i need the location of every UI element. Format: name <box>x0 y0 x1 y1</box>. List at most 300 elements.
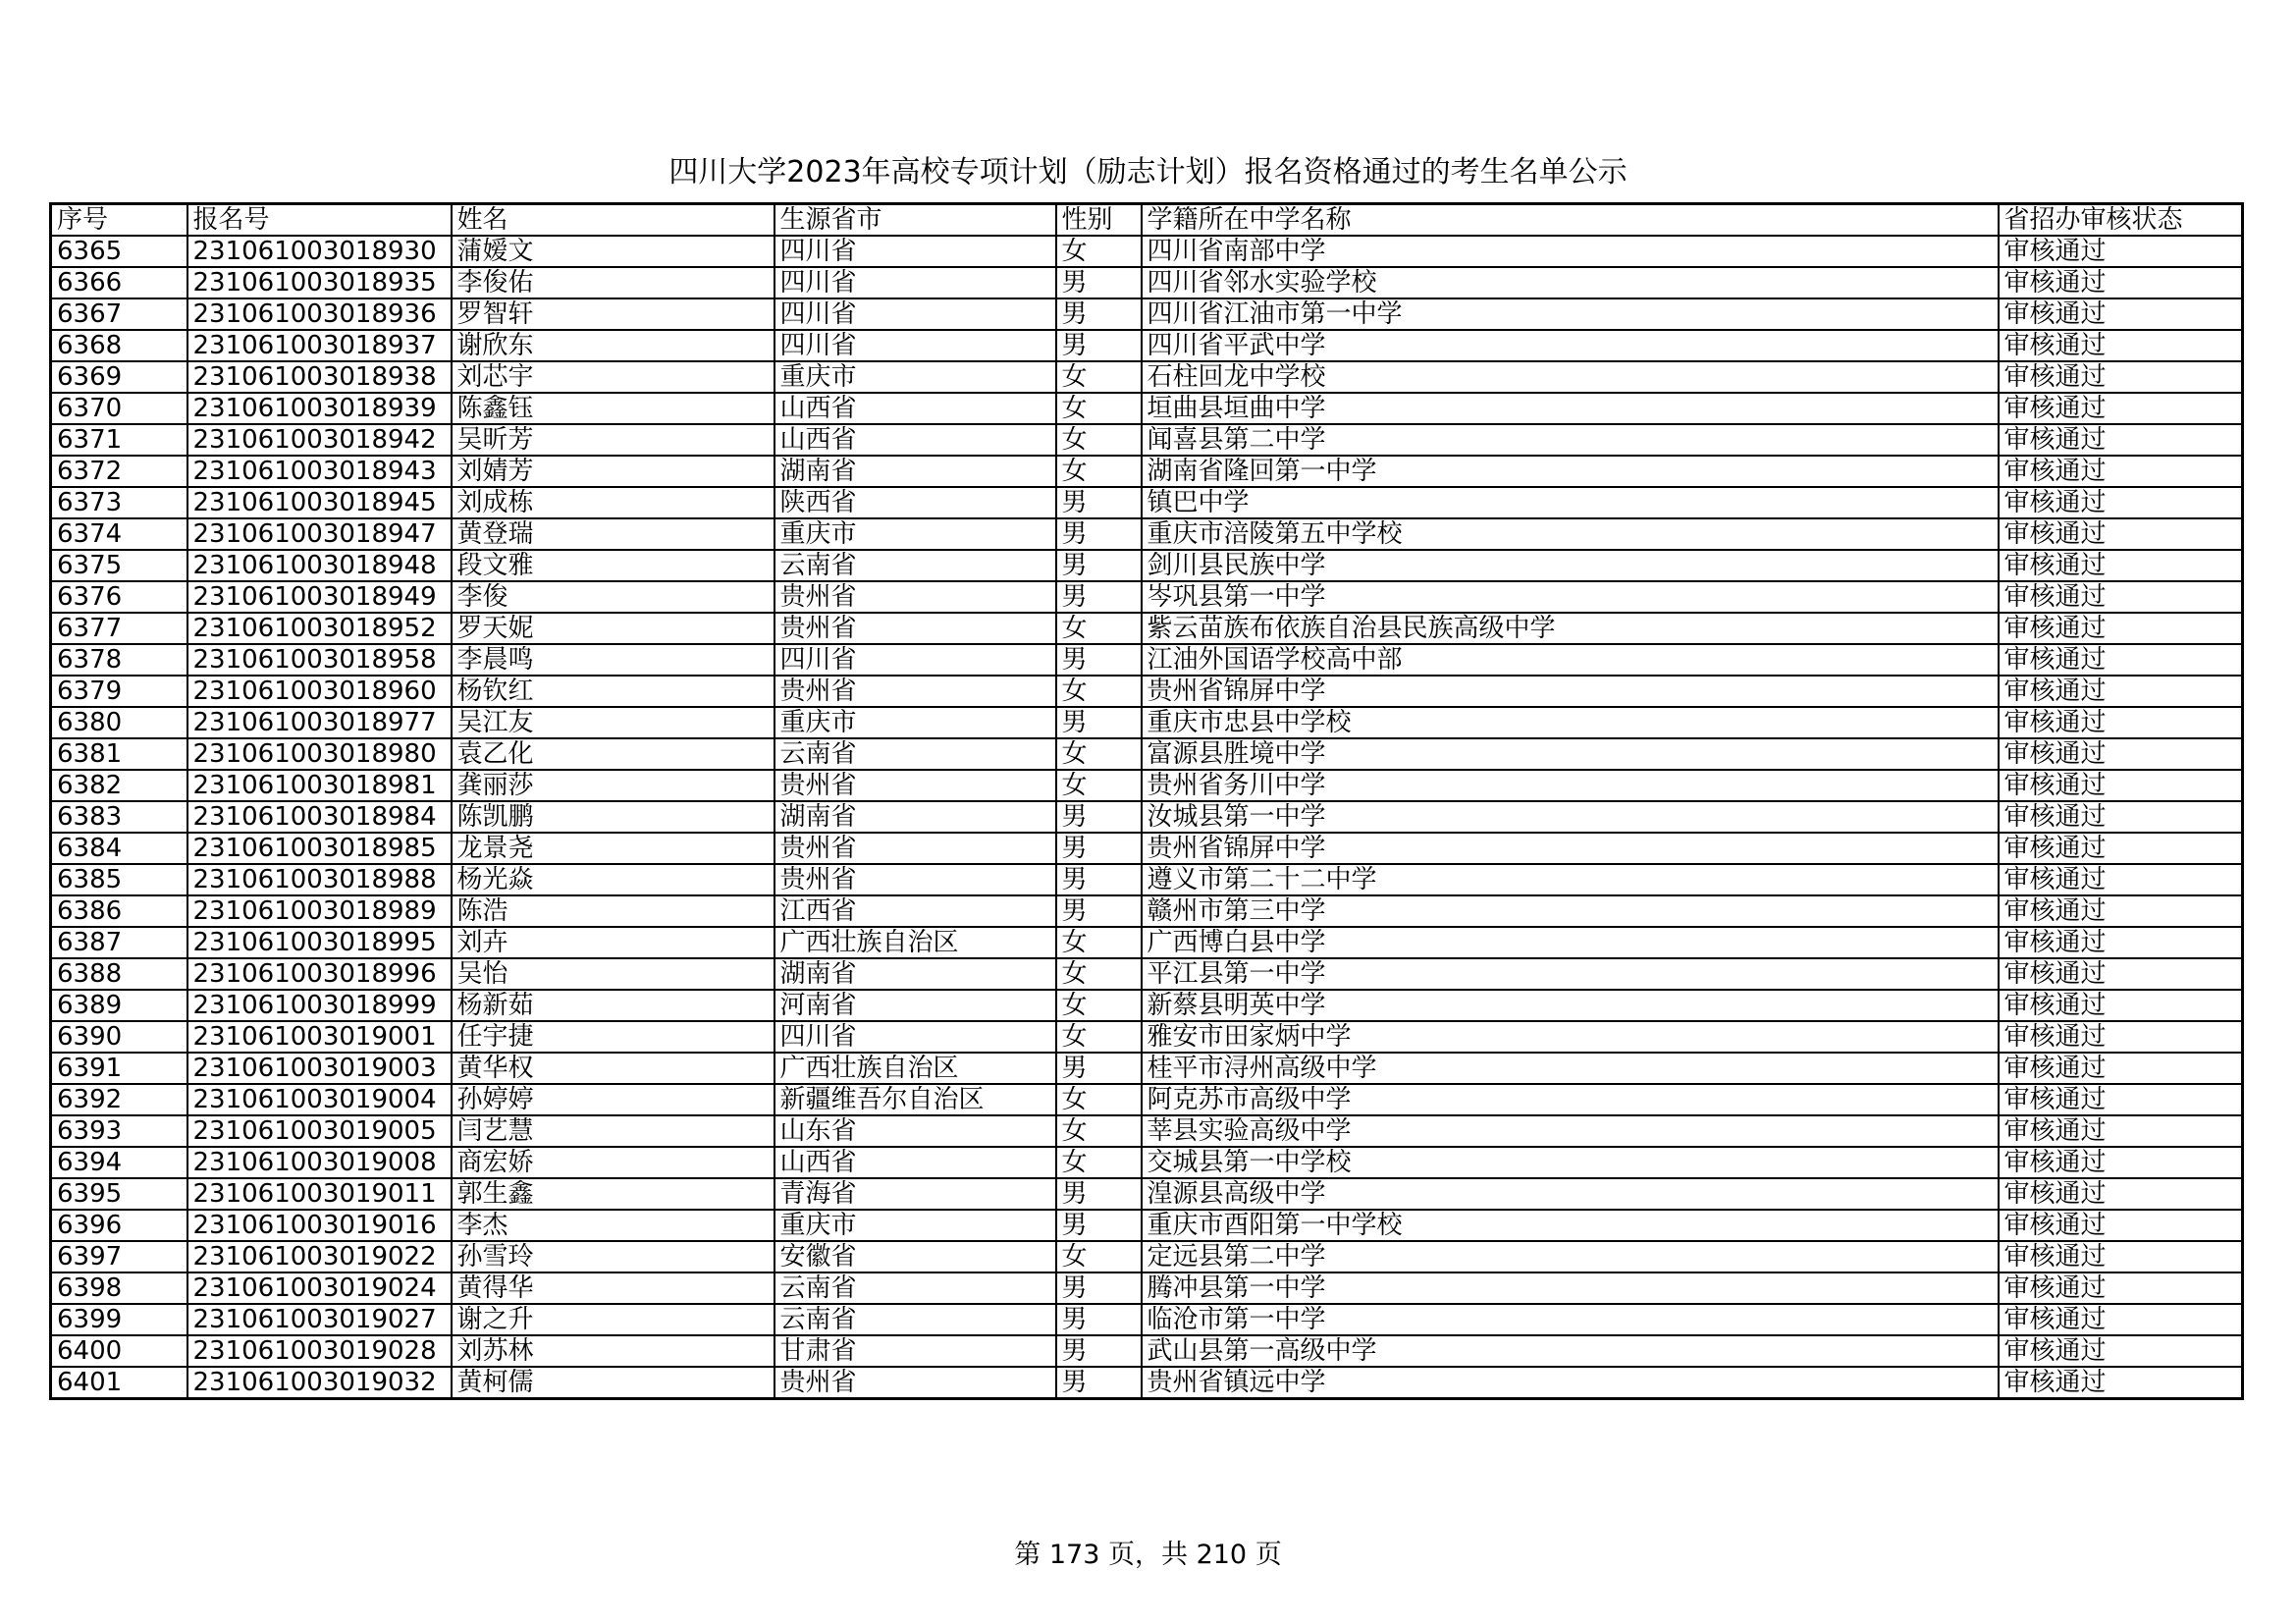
cell-status: 审核通过 <box>1999 518 2243 550</box>
cell-index: 6394 <box>51 1147 187 1178</box>
cell-index: 6391 <box>51 1053 187 1084</box>
cell-status: 审核通过 <box>1999 738 2243 770</box>
cell-school: 镇巴中学 <box>1142 487 1999 518</box>
cell-registration-no: 231061003018977 <box>187 707 452 738</box>
cell-gender: 女 <box>1056 1021 1142 1053</box>
cell-gender: 女 <box>1056 456 1142 487</box>
cell-registration-no: 231061003018981 <box>187 770 452 801</box>
cell-registration-no: 231061003018960 <box>187 676 452 707</box>
cell-index: 6370 <box>51 393 187 424</box>
cell-name: 黄柯儒 <box>452 1367 774 1399</box>
cell-gender: 男 <box>1056 330 1142 361</box>
cell-status: 审核通过 <box>1999 456 2243 487</box>
header-col-status: 省招办审核状态 <box>1999 204 2243 237</box>
cell-province: 云南省 <box>774 1304 1056 1335</box>
cell-school: 遵义市第二十二中学 <box>1142 864 1999 895</box>
cell-school: 雅安市田家炳中学 <box>1142 1021 1999 1053</box>
cell-gender: 男 <box>1056 895 1142 927</box>
cell-school: 湟源县高级中学 <box>1142 1178 1999 1210</box>
cell-registration-no: 231061003018930 <box>187 236 452 267</box>
cell-status: 审核通过 <box>1999 267 2243 298</box>
cell-index: 6383 <box>51 801 187 833</box>
table-row <box>51 330 2243 361</box>
cell-province: 新疆维吾尔自治区 <box>774 1084 1056 1115</box>
cell-gender: 女 <box>1056 676 1142 707</box>
cell-province: 贵州省 <box>774 613 1056 644</box>
cell-registration-no: 231061003018985 <box>187 833 452 864</box>
cell-gender: 男 <box>1056 518 1142 550</box>
cell-name: 孙雪玲 <box>452 1241 774 1272</box>
cell-school: 定远县第二中学 <box>1142 1241 1999 1272</box>
cell-school: 腾冲县第一中学 <box>1142 1272 1999 1304</box>
table-row <box>51 676 2243 707</box>
table-row <box>51 487 2243 518</box>
cell-index: 6387 <box>51 927 187 958</box>
cell-status: 审核通过 <box>1999 644 2243 676</box>
header-col-gender: 性别 <box>1056 204 1142 237</box>
cell-index: 6381 <box>51 738 187 770</box>
header-row <box>51 204 2243 237</box>
cell-status: 审核通过 <box>1999 1241 2243 1272</box>
cell-school: 新蔡县明英中学 <box>1142 990 1999 1021</box>
cell-name: 陈凯鹏 <box>452 801 774 833</box>
header-col-school: 学籍所在中学名称 <box>1142 204 1999 237</box>
table-row <box>51 644 2243 676</box>
cell-name: 杨钦红 <box>452 676 774 707</box>
cell-province: 山西省 <box>774 1147 1056 1178</box>
cell-name: 黄得华 <box>452 1272 774 1304</box>
cell-status: 审核通过 <box>1999 990 2243 1021</box>
cell-registration-no: 231061003018949 <box>187 581 452 613</box>
cell-province: 陕西省 <box>774 487 1056 518</box>
cell-index: 6398 <box>51 1272 187 1304</box>
cell-gender: 男 <box>1056 1367 1142 1399</box>
table-row <box>51 1210 2243 1241</box>
cell-index: 6373 <box>51 487 187 518</box>
cell-status: 审核通过 <box>1999 613 2243 644</box>
cell-school: 剑川县民族中学 <box>1142 550 1999 581</box>
cell-school: 重庆市涪陵第五中学校 <box>1142 518 1999 550</box>
cell-name: 谢之升 <box>452 1304 774 1335</box>
cell-index: 6372 <box>51 456 187 487</box>
header-col-index: 序号 <box>51 204 187 237</box>
cell-name: 陈鑫钰 <box>452 393 774 424</box>
cell-gender: 男 <box>1056 298 1142 330</box>
cell-school: 江油外国语学校高中部 <box>1142 644 1999 676</box>
cell-status: 审核通过 <box>1999 676 2243 707</box>
cell-gender: 男 <box>1056 801 1142 833</box>
cell-name: 杨新茹 <box>452 990 774 1021</box>
cell-name: 蒲嫒文 <box>452 236 774 267</box>
cell-registration-no: 231061003018942 <box>187 424 452 456</box>
cell-index: 6401 <box>51 1367 187 1399</box>
cell-status: 审核通过 <box>1999 1304 2243 1335</box>
cell-name: 刘卉 <box>452 927 774 958</box>
table-row <box>51 613 2243 644</box>
cell-registration-no: 231061003019016 <box>187 1210 452 1241</box>
cell-school: 临沧市第一中学 <box>1142 1304 1999 1335</box>
cell-province: 贵州省 <box>774 864 1056 895</box>
cell-status: 审核通过 <box>1999 927 2243 958</box>
cell-school: 赣州市第三中学 <box>1142 895 1999 927</box>
cell-status: 审核通过 <box>1999 833 2243 864</box>
cell-province: 山西省 <box>774 393 1056 424</box>
cell-school: 阿克苏市高级中学 <box>1142 1084 1999 1115</box>
cell-registration-no: 231061003019005 <box>187 1115 452 1147</box>
table-row <box>51 1021 2243 1053</box>
table-row <box>51 895 2243 927</box>
cell-registration-no: 231061003018939 <box>187 393 452 424</box>
cell-name: 李晨鸣 <box>452 644 774 676</box>
cell-name: 杨光焱 <box>452 864 774 895</box>
cell-registration-no: 231061003019011 <box>187 1178 452 1210</box>
cell-index: 6376 <box>51 581 187 613</box>
cell-gender: 男 <box>1056 550 1142 581</box>
cell-province: 安徽省 <box>774 1241 1056 1272</box>
cell-gender: 女 <box>1056 958 1142 990</box>
cell-status: 审核通过 <box>1999 707 2243 738</box>
cell-name: 李杰 <box>452 1210 774 1241</box>
cell-province: 云南省 <box>774 550 1056 581</box>
cell-index: 6392 <box>51 1084 187 1115</box>
table-row <box>51 424 2243 456</box>
cell-province: 云南省 <box>774 738 1056 770</box>
cell-province: 四川省 <box>774 298 1056 330</box>
cell-gender: 女 <box>1056 393 1142 424</box>
cell-registration-no: 231061003018937 <box>187 330 452 361</box>
cell-province: 贵州省 <box>774 676 1056 707</box>
applicant-table <box>49 202 2244 1400</box>
cell-school: 交城县第一中学校 <box>1142 1147 1999 1178</box>
cell-school: 重庆市酉阳第一中学校 <box>1142 1210 1999 1241</box>
cell-index: 6390 <box>51 1021 187 1053</box>
cell-registration-no: 231061003018980 <box>187 738 452 770</box>
cell-status: 审核通过 <box>1999 1367 2243 1399</box>
cell-school: 四川省江油市第一中学 <box>1142 298 1999 330</box>
cell-province: 贵州省 <box>774 1367 1056 1399</box>
cell-name: 商宏娇 <box>452 1147 774 1178</box>
cell-province: 山东省 <box>774 1115 1056 1147</box>
cell-province: 贵州省 <box>774 770 1056 801</box>
cell-name: 孙婷婷 <box>452 1084 774 1115</box>
cell-registration-no: 231061003019003 <box>187 1053 452 1084</box>
cell-status: 审核通过 <box>1999 1115 2243 1147</box>
cell-gender: 男 <box>1056 1304 1142 1335</box>
cell-gender: 女 <box>1056 1084 1142 1115</box>
cell-status: 审核通过 <box>1999 1021 2243 1053</box>
cell-index: 6375 <box>51 550 187 581</box>
cell-gender: 女 <box>1056 424 1142 456</box>
cell-index: 6386 <box>51 895 187 927</box>
cell-school: 广西博白县中学 <box>1142 927 1999 958</box>
cell-name: 刘苏林 <box>452 1335 774 1367</box>
cell-province: 江西省 <box>774 895 1056 927</box>
cell-gender: 女 <box>1056 361 1142 393</box>
cell-province: 广西壮族自治区 <box>774 927 1056 958</box>
cell-name: 刘芯宇 <box>452 361 774 393</box>
cell-registration-no: 231061003018935 <box>187 267 452 298</box>
table-row <box>51 1115 2243 1147</box>
cell-index: 6388 <box>51 958 187 990</box>
cell-index: 6379 <box>51 676 187 707</box>
cell-school: 四川省平武中学 <box>1142 330 1999 361</box>
cell-gender: 女 <box>1056 1241 1142 1272</box>
cell-status: 审核通过 <box>1999 958 2243 990</box>
cell-province: 甘肃省 <box>774 1335 1056 1367</box>
cell-registration-no: 231061003019027 <box>187 1304 452 1335</box>
cell-registration-no: 231061003018996 <box>187 958 452 990</box>
cell-province: 河南省 <box>774 990 1056 1021</box>
cell-name: 罗天妮 <box>452 613 774 644</box>
cell-name: 李俊佑 <box>452 267 774 298</box>
cell-status: 审核通过 <box>1999 1210 2243 1241</box>
cell-name: 吴昕芳 <box>452 424 774 456</box>
cell-province: 四川省 <box>774 1021 1056 1053</box>
cell-school: 贵州省锦屏中学 <box>1142 676 1999 707</box>
cell-school: 闻喜县第二中学 <box>1142 424 1999 456</box>
cell-school: 四川省南部中学 <box>1142 236 1999 267</box>
cell-gender: 男 <box>1056 487 1142 518</box>
cell-name: 郭生鑫 <box>452 1178 774 1210</box>
cell-gender: 女 <box>1056 1115 1142 1147</box>
cell-name: 袁乙化 <box>452 738 774 770</box>
document-title: 四川大学2023年高校专项计划（励志计划）报名资格通过的考生名单公示 <box>668 155 1628 189</box>
table-row <box>51 738 2243 770</box>
cell-school: 贵州省锦屏中学 <box>1142 833 1999 864</box>
cell-name: 闫艺慧 <box>452 1115 774 1147</box>
cell-index: 6367 <box>51 298 187 330</box>
cell-province: 重庆市 <box>774 518 1056 550</box>
cell-school: 富源县胜境中学 <box>1142 738 1999 770</box>
cell-name: 刘婧芳 <box>452 456 774 487</box>
table-row <box>51 1241 2243 1272</box>
cell-registration-no: 231061003018999 <box>187 990 452 1021</box>
cell-gender: 男 <box>1056 267 1142 298</box>
table-row <box>51 990 2243 1021</box>
cell-province: 四川省 <box>774 236 1056 267</box>
cell-index: 6369 <box>51 361 187 393</box>
table-row <box>51 864 2243 895</box>
cell-name: 黄华权 <box>452 1053 774 1084</box>
cell-status: 审核通过 <box>1999 487 2243 518</box>
cell-school: 重庆市忠县中学校 <box>1142 707 1999 738</box>
cell-school: 四川省邻水实验学校 <box>1142 267 1999 298</box>
header-col-registration-no: 报名号 <box>187 204 452 237</box>
cell-registration-no: 231061003018952 <box>187 613 452 644</box>
cell-registration-no: 231061003019008 <box>187 1147 452 1178</box>
table-row <box>51 1335 2243 1367</box>
cell-status: 审核通过 <box>1999 1053 2243 1084</box>
table-row <box>51 298 2243 330</box>
cell-status: 审核通过 <box>1999 550 2243 581</box>
cell-status: 审核通过 <box>1999 236 2243 267</box>
cell-gender: 男 <box>1056 864 1142 895</box>
cell-school: 贵州省务川中学 <box>1142 770 1999 801</box>
table-row <box>51 518 2243 550</box>
table-row <box>51 927 2243 958</box>
cell-index: 6396 <box>51 1210 187 1241</box>
cell-gender: 男 <box>1056 707 1142 738</box>
cell-school: 平江县第一中学 <box>1142 958 1999 990</box>
cell-status: 审核通过 <box>1999 801 2243 833</box>
table-row <box>51 958 2243 990</box>
cell-school: 紫云苗族布依族自治县民族高级中学 <box>1142 613 1999 644</box>
table-row <box>51 456 2243 487</box>
cell-index: 6382 <box>51 770 187 801</box>
cell-registration-no: 231061003018989 <box>187 895 452 927</box>
cell-province: 山西省 <box>774 424 1056 456</box>
cell-school: 汝城县第一中学 <box>1142 801 1999 833</box>
header-col-name: 姓名 <box>452 204 774 237</box>
cell-name: 龚丽莎 <box>452 770 774 801</box>
cell-index: 6384 <box>51 833 187 864</box>
table-header <box>51 204 2243 237</box>
cell-gender: 男 <box>1056 1178 1142 1210</box>
cell-province: 贵州省 <box>774 833 1056 864</box>
cell-index: 6393 <box>51 1115 187 1147</box>
cell-school: 莘县实验高级中学 <box>1142 1115 1999 1147</box>
cell-index: 6399 <box>51 1304 187 1335</box>
table-row <box>51 236 2243 267</box>
cell-school: 岑巩县第一中学 <box>1142 581 1999 613</box>
cell-registration-no: 231061003019024 <box>187 1272 452 1304</box>
cell-province: 湖南省 <box>774 456 1056 487</box>
cell-gender: 男 <box>1056 1272 1142 1304</box>
cell-index: 6366 <box>51 267 187 298</box>
cell-province: 贵州省 <box>774 581 1056 613</box>
cell-registration-no: 231061003019032 <box>187 1367 452 1399</box>
cell-registration-no: 231061003018945 <box>187 487 452 518</box>
cell-school: 湖南省隆回第一中学 <box>1142 456 1999 487</box>
cell-gender: 男 <box>1056 581 1142 613</box>
cell-status: 审核通过 <box>1999 330 2243 361</box>
cell-registration-no: 231061003019004 <box>187 1084 452 1115</box>
cell-status: 审核通过 <box>1999 770 2243 801</box>
cell-school: 武山县第一高级中学 <box>1142 1335 1999 1367</box>
cell-gender: 男 <box>1056 833 1142 864</box>
table-body <box>51 236 2243 1399</box>
cell-registration-no: 231061003019022 <box>187 1241 452 1272</box>
cell-province: 四川省 <box>774 644 1056 676</box>
cell-name: 陈浩 <box>452 895 774 927</box>
cell-gender: 女 <box>1056 1147 1142 1178</box>
cell-gender: 女 <box>1056 770 1142 801</box>
cell-registration-no: 231061003018984 <box>187 801 452 833</box>
cell-status: 审核通过 <box>1999 298 2243 330</box>
cell-province: 云南省 <box>774 1272 1056 1304</box>
table-row <box>51 550 2243 581</box>
cell-province: 青海省 <box>774 1178 1056 1210</box>
cell-registration-no: 231061003018936 <box>187 298 452 330</box>
cell-gender: 男 <box>1056 1335 1142 1367</box>
cell-index: 6368 <box>51 330 187 361</box>
cell-index: 6365 <box>51 236 187 267</box>
cell-school: 桂平市浔州高级中学 <box>1142 1053 1999 1084</box>
cell-index: 6374 <box>51 518 187 550</box>
table-row <box>51 1304 2243 1335</box>
header-col-province: 生源省市 <box>774 204 1056 237</box>
cell-registration-no: 231061003018943 <box>187 456 452 487</box>
table-row <box>51 267 2243 298</box>
table-row <box>51 833 2243 864</box>
cell-gender: 女 <box>1056 738 1142 770</box>
cell-school: 石柱回龙中学校 <box>1142 361 1999 393</box>
cell-status: 审核通过 <box>1999 1178 2243 1210</box>
cell-index: 6378 <box>51 644 187 676</box>
cell-registration-no: 231061003018947 <box>187 518 452 550</box>
cell-index: 6400 <box>51 1335 187 1367</box>
cell-name: 谢欣东 <box>452 330 774 361</box>
table-row <box>51 361 2243 393</box>
table-row <box>51 1272 2243 1304</box>
table-row <box>51 1178 2243 1210</box>
cell-name: 李俊 <box>452 581 774 613</box>
cell-status: 审核通过 <box>1999 1147 2243 1178</box>
cell-status: 审核通过 <box>1999 581 2243 613</box>
cell-registration-no: 231061003019028 <box>187 1335 452 1367</box>
cell-province: 重庆市 <box>774 707 1056 738</box>
cell-name: 罗智轩 <box>452 298 774 330</box>
cell-province: 湖南省 <box>774 801 1056 833</box>
cell-province: 四川省 <box>774 267 1056 298</box>
cell-school: 垣曲县垣曲中学 <box>1142 393 1999 424</box>
cell-status: 审核通过 <box>1999 864 2243 895</box>
table-row <box>51 1147 2243 1178</box>
cell-registration-no: 231061003018948 <box>187 550 452 581</box>
cell-index: 6371 <box>51 424 187 456</box>
cell-registration-no: 231061003018988 <box>187 864 452 895</box>
table-row <box>51 1084 2243 1115</box>
cell-registration-no: 231061003018995 <box>187 927 452 958</box>
table-row <box>51 1367 2243 1399</box>
cell-status: 审核通过 <box>1999 1084 2243 1115</box>
cell-gender: 男 <box>1056 1210 1142 1241</box>
cell-status: 审核通过 <box>1999 895 2243 927</box>
cell-registration-no: 231061003019001 <box>187 1021 452 1053</box>
cell-status: 审核通过 <box>1999 393 2243 424</box>
table-row <box>51 581 2243 613</box>
cell-registration-no: 231061003018938 <box>187 361 452 393</box>
cell-name: 黄登瑞 <box>452 518 774 550</box>
cell-gender: 女 <box>1056 613 1142 644</box>
cell-name: 段文雅 <box>452 550 774 581</box>
cell-name: 吴怡 <box>452 958 774 990</box>
page-footer: 第 173 页，共 210 页 <box>1014 1540 1282 1570</box>
cell-gender: 女 <box>1056 236 1142 267</box>
cell-gender: 女 <box>1056 927 1142 958</box>
table-row <box>51 1053 2243 1084</box>
cell-name: 任宇捷 <box>452 1021 774 1053</box>
cell-index: 6389 <box>51 990 187 1021</box>
cell-gender: 男 <box>1056 1053 1142 1084</box>
cell-registration-no: 231061003018958 <box>187 644 452 676</box>
cell-province: 广西壮族自治区 <box>774 1053 1056 1084</box>
cell-status: 审核通过 <box>1999 1335 2243 1367</box>
cell-name: 龙景尧 <box>452 833 774 864</box>
cell-school: 贵州省镇远中学 <box>1142 1367 1999 1399</box>
cell-gender: 女 <box>1056 990 1142 1021</box>
cell-index: 6385 <box>51 864 187 895</box>
table-row <box>51 707 2243 738</box>
table-row <box>51 801 2243 833</box>
cell-index: 6395 <box>51 1178 187 1210</box>
cell-index: 6377 <box>51 613 187 644</box>
cell-province: 重庆市 <box>774 361 1056 393</box>
cell-status: 审核通过 <box>1999 424 2243 456</box>
cell-gender: 男 <box>1056 644 1142 676</box>
cell-index: 6380 <box>51 707 187 738</box>
cell-name: 吴江友 <box>452 707 774 738</box>
